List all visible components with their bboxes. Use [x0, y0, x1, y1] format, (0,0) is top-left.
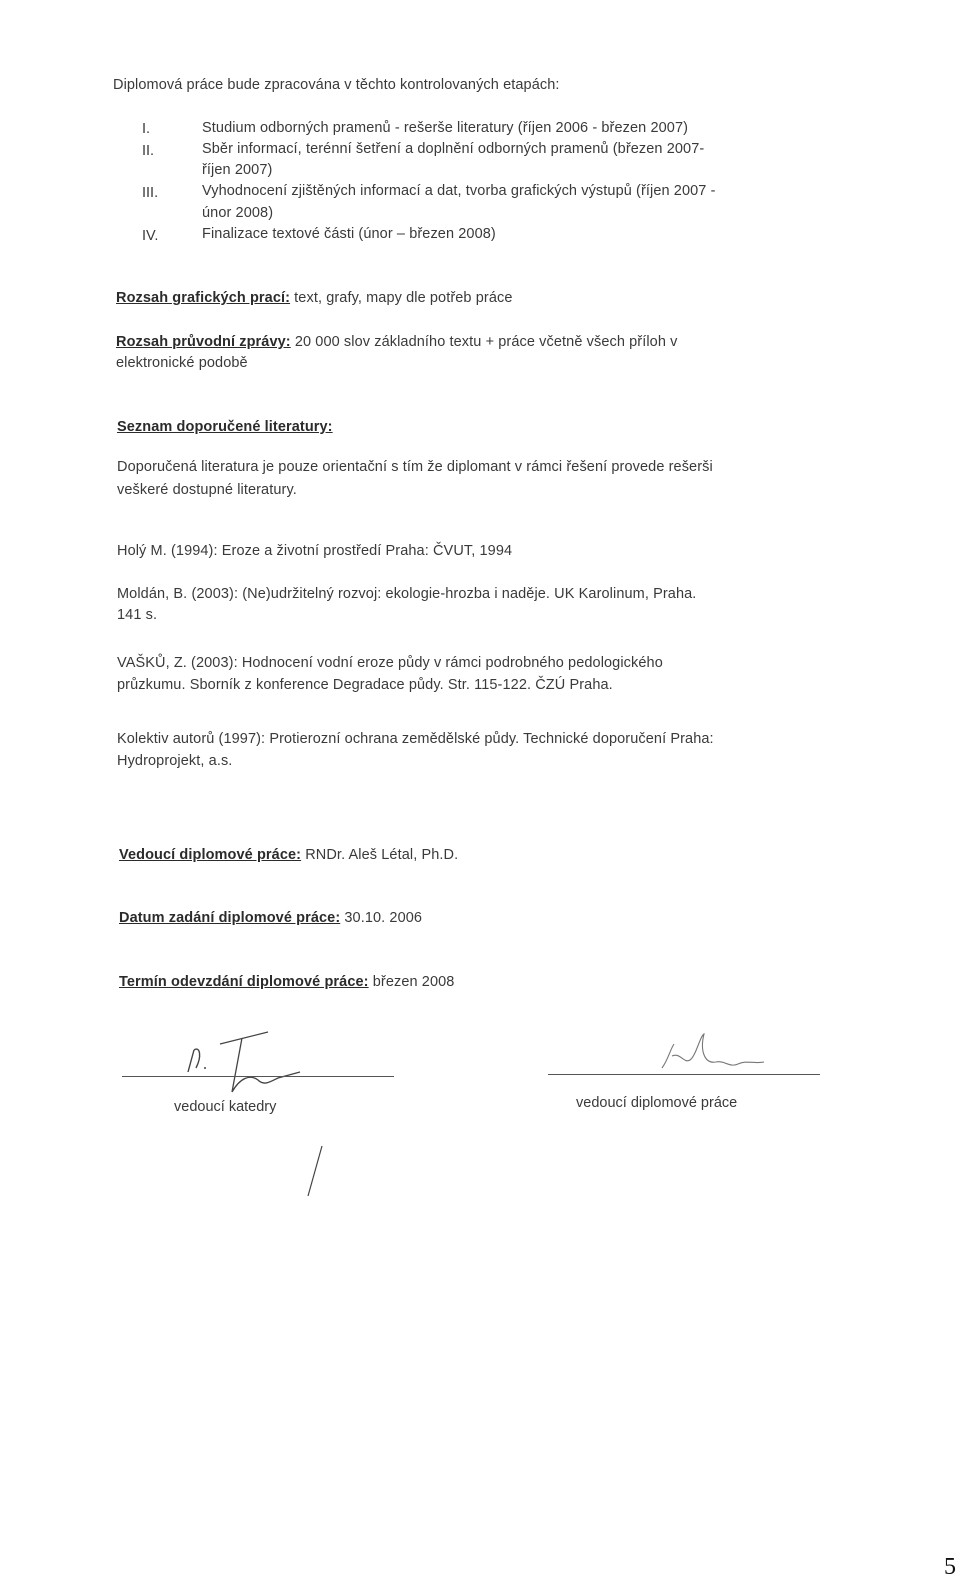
stage-number: II. [142, 143, 155, 159]
literature-heading: Seznam doporučené literatury: [117, 419, 333, 435]
report-scope-value-cont: elektronické podobě [116, 355, 248, 371]
graphics-scope-label: Rozsah grafických prací: [116, 290, 291, 306]
supervisor [119, 846, 458, 865]
report-scope-label: Rozsah průvodní zprávy: [116, 334, 291, 350]
supervisor-signature [660, 1030, 770, 1080]
literature-note: veškeré dostupné literatury. [117, 482, 297, 498]
page-number: 5 [944, 1554, 956, 1580]
reference-item: 141 s. [117, 607, 158, 623]
supervisor-value: RNDr. Aleš Létal, Ph.D. [301, 847, 459, 863]
submission-deadline-label: Termín odevzdání diplomové práce: [119, 974, 369, 990]
signature-caption-right: vedoucí diplomové práce [576, 1095, 738, 1111]
graphics-scope-value: text, grafy, mapy dle potřeb práce [290, 290, 513, 306]
stage-text: Studium odborných pramenů - rešerše literatury (říjen 2006 - březen 2007) [202, 120, 689, 136]
graphics-scope [116, 289, 513, 308]
reference-item: průzkumu. Sborník z konference Degradace půdy. Str. 115-122. ČZÚ Praha. [117, 677, 613, 693]
assignment-date-value: 30.10. 2006 [340, 910, 423, 926]
stage-text: říjen 2007) [202, 162, 273, 178]
stage-number: III. [142, 185, 159, 201]
reference-item: Hydroprojekt, a.s. [117, 753, 233, 769]
supervisor-label: Vedoucí diplomové práce: [119, 847, 302, 863]
stage-number: IV. [142, 228, 159, 244]
assignment-date-label: Datum zadání diplomové práce: [119, 910, 341, 926]
reference-item: Moldán, B. (2003): (Ne)udržitelný rozvoj: ekologie-hrozba i naděje. UK Karolinum, Praha. [117, 586, 697, 602]
signature-line-left [122, 1076, 394, 1077]
signature-caption-left: vedoucí katedry [174, 1099, 277, 1115]
stage-text: únor 2008) [202, 205, 274, 221]
report-scope [116, 333, 677, 352]
report-scope-value: 20 000 slov základního textu + práce včetně všech příloh v [290, 334, 678, 350]
literature-note: Doporučená literatura je pouze orientační s tím že diplomant v rámci řešení provede rešerši [117, 459, 713, 475]
stage-number: I. [142, 121, 151, 137]
reference-item: Kolektiv autorů (1997): Protierozní ochrana zemědělské půdy. Technické doporučení Praha: [117, 731, 714, 747]
assignment-date [119, 909, 422, 928]
submission-deadline [119, 973, 454, 992]
stage-text: Finalizace textové části (únor – březen 2008) [202, 226, 496, 242]
submission-deadline-value: březen 2008 [368, 974, 455, 990]
stage-text: Sběr informací, terénní šetření a doplnění odborných pramenů (březen 2007- [202, 141, 705, 157]
reference-item: VAŠKŮ, Z. (2003): Hodnocení vodní eroze půdy v rámci podrobného pedologického [117, 655, 663, 671]
stage-text: Vyhodnocení zjištěných informací a dat, tvorba grafických výstupů (říjen 2007 - [202, 183, 716, 199]
reference-item: Holý M. (1994): Eroze a životní prostředí Praha: ČVUT, 1994 [117, 543, 513, 559]
signature-line-right [548, 1074, 820, 1075]
intro-text: Diplomová práce bude zpracována v těchto kontrolovaných etapách: [113, 77, 560, 93]
